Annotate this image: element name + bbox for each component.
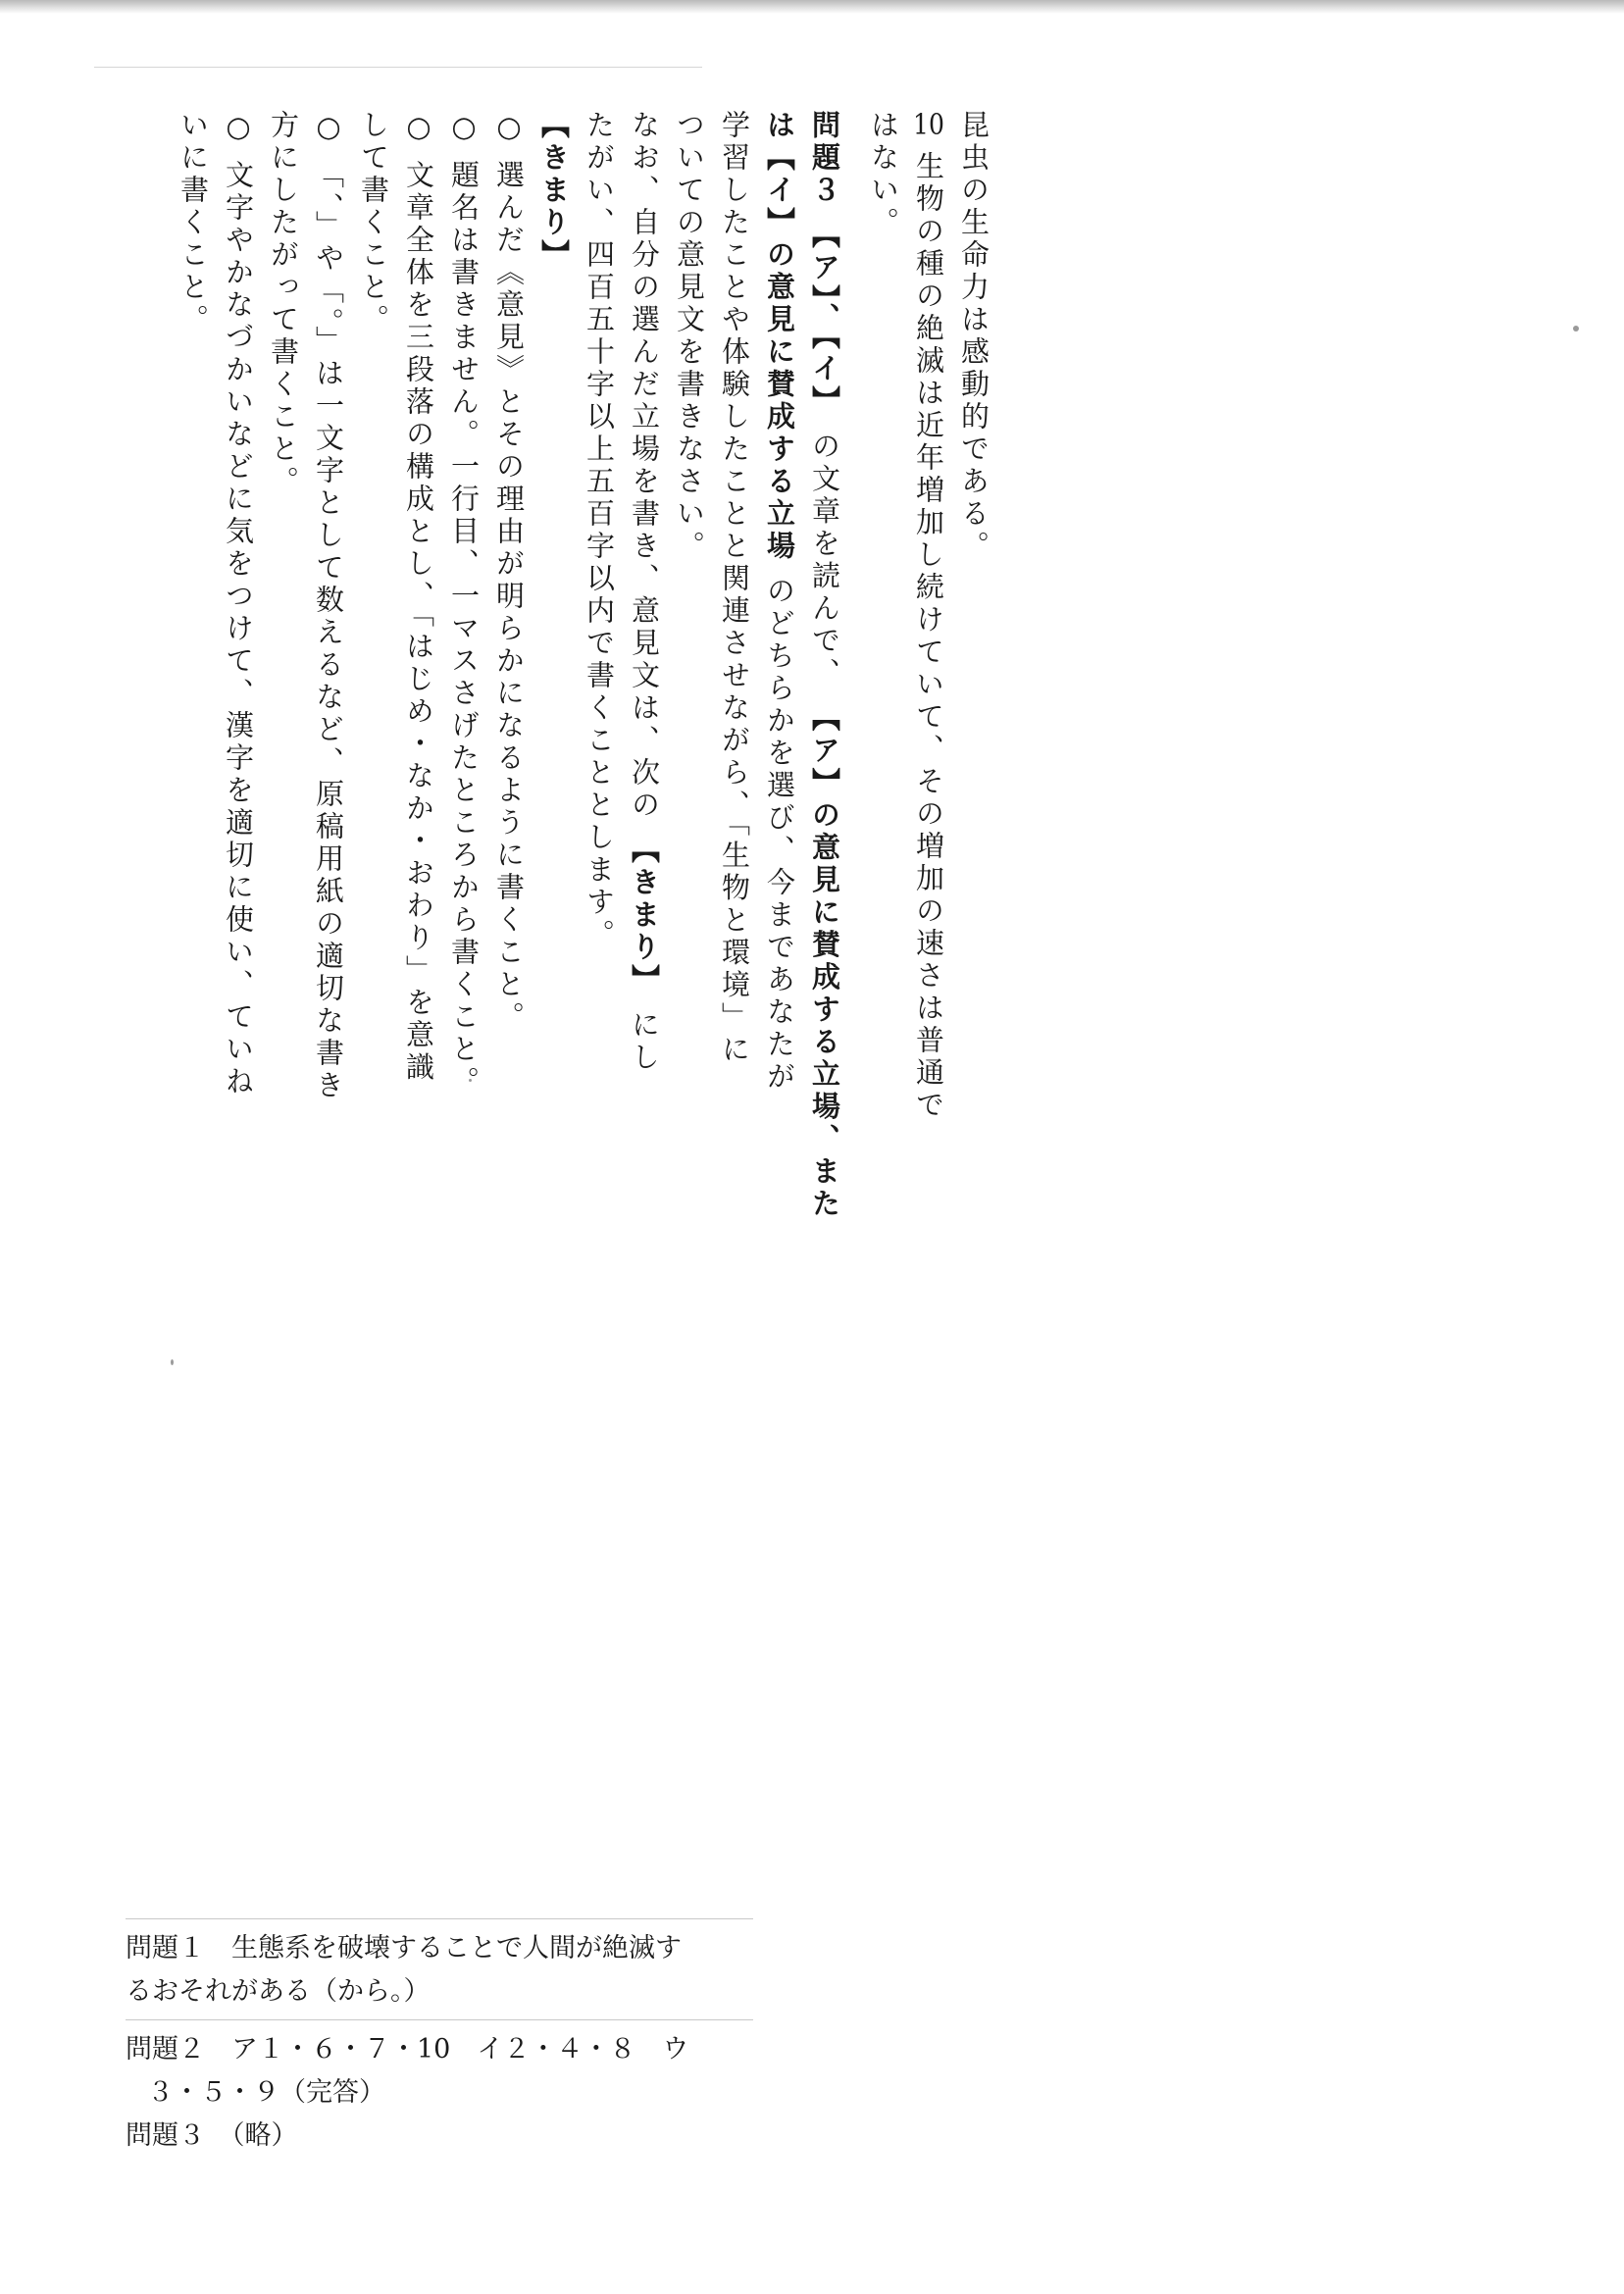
rules-heading <box>532 110 577 1051</box>
scan-edge-line <box>94 67 702 68</box>
question3-text: たがい、四百五十字以上五百字以内で書くこととします。 <box>583 110 616 951</box>
rule-text: 方にしたがって書くこと。 <box>267 110 300 498</box>
rule-text: 選んだ《意見》とその理由が明らかになるように書くこと。 <box>492 160 526 1035</box>
scan-speck <box>1573 326 1579 331</box>
rule-item-5 <box>216 110 261 1099</box>
rule-item-4 <box>306 110 351 1103</box>
rule-item-1 <box>486 110 532 1051</box>
circle-bullet-icon: ○ <box>402 110 435 147</box>
question3-line-1 <box>802 110 847 1221</box>
question3-line-4 <box>667 110 712 1051</box>
rule-text: いに書くこと。 <box>177 110 210 336</box>
question3-bold-text: は【イ】の意見に賛成する立場 <box>763 110 796 563</box>
circle-bullet-icon: ○ <box>222 110 255 147</box>
passage-text: はない。 <box>867 110 900 239</box>
question3-line-6 <box>577 110 622 1051</box>
line-number: 10 <box>913 110 944 138</box>
rule-text: 「、」や「。」は一文字として数えるなど、原稿用紙の適切な書き <box>312 160 345 1103</box>
answer-q2-line1: 問題２ ア１・６・７・10 イ２・４・８ ウ <box>126 2034 689 2065</box>
rules-heading-text: 【きまり】 <box>537 110 571 272</box>
passage-line-a <box>951 110 996 1051</box>
question3-text: のどちらかを選び、今まであなたが <box>763 576 796 1095</box>
rule-text: 題名は書きません。一行目、一マスさげたところから書くこと。 <box>447 160 481 1099</box>
question3-bold-text: 【ア】、【イ】 <box>808 220 841 419</box>
answer-q2-line2: ３・５・９（完答） <box>147 2077 385 2108</box>
rule-item-3 <box>396 110 441 1085</box>
circle-bullet-icon: ○ <box>312 110 345 147</box>
vertical-text-block <box>171 110 996 1221</box>
passage-line-c <box>861 110 906 1051</box>
passage-line-b <box>906 110 951 1123</box>
question3-text: の文章を読んで、 <box>808 431 841 690</box>
rule-text: 文章全体を三段落の構成とし、「はじめ・なか・おわり」を意識 <box>402 160 435 1085</box>
question3-line-5 <box>622 110 667 1075</box>
rule-item-3-cont <box>351 110 396 1051</box>
rule-item-5-cont <box>171 110 216 1051</box>
answer-key <box>126 1912 753 2158</box>
circle-bullet-icon: ○ <box>447 110 481 147</box>
answer-q1-line1: 問題１ 生態系を破壊することで人間が絶滅す <box>126 1933 682 1963</box>
passage-text: 昆虫の生命力は感動的である。 <box>957 110 990 563</box>
question3-line-2 <box>757 110 802 1095</box>
circle-bullet-icon: ○ <box>492 110 526 147</box>
divider <box>126 1918 753 1919</box>
rule-text: して書くこと。 <box>357 110 390 336</box>
question3-text: なお、自分の選んだ立場を書き、意見文は、次の <box>628 110 661 822</box>
rules-reference: 【きまり】 <box>628 835 661 997</box>
question3-bold-text: 【ア】の意見に賛成する立場、また <box>808 702 841 1221</box>
answer-q3-line: 問題３ （略） <box>126 2120 298 2151</box>
rule-text: 文字やかなづかいなどに気をつけて、漢字を適切に使い、ていね <box>222 160 255 1099</box>
rule-item-4-cont <box>261 110 306 1051</box>
rule-item-2 <box>441 110 486 1099</box>
question3-text: にし <box>628 1009 661 1075</box>
passage-text: 生物の種の絶滅は近年増加し続けていて、その増加の速さは普通で <box>912 151 945 1123</box>
divider <box>126 2019 753 2020</box>
question3-text: ついての意見文を書きなさい。 <box>673 110 706 563</box>
question3-label: 問題３ <box>808 110 841 207</box>
question3-text: 学習したことや体験したことと関連させながら、「生物と環境」に <box>718 110 751 1067</box>
answer-q1-line2: るおそれがある（から。） <box>126 1976 431 2007</box>
scan-shadow-top <box>0 0 1624 14</box>
question3-line-3 <box>712 110 757 1067</box>
scan-speck <box>171 1359 174 1365</box>
